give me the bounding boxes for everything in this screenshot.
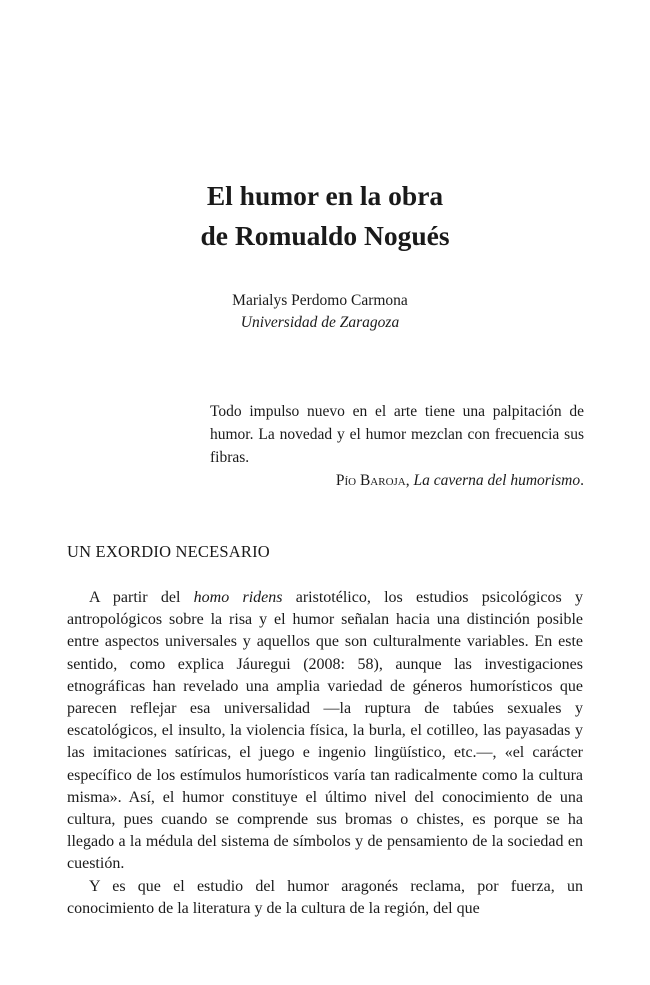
paragraph (67, 876, 583, 920)
article-title (0, 176, 650, 256)
paragraph-1-text: aristotélico, los estudios psicológicos y antropológicos sobre la risa y el humor señalan hacia una distinción posible entre aspectos universales y aquellos que son culturalmente variables. En este sentido, como explica Jáuregui (2008: 58), aunque las investigaciones etnográficas han revelado una amplia variedad de géneros humorísticos que parecen reflejar esa universalidad —la ruptura de tabúes sexuales y escatológicos, el insulto, la violencia física, la burla, el cotilleo, las payasadas y las imitaciones satíricas, el juego e ingenio lingüístico, etc.—, «el carácter específico de los estímulos humorísticos varía tan radicalmente como la cultura misma». Así, el humor constituye el último nivel del conocimiento de una cultura, pues cuando se comprende sus bromas o chistes, es porque se ha llegado a la médula del sistema de símbolos y de pensamiento de la sociedad en cuestión. (67, 589, 583, 873)
author-name: Marialys Perdomo Carmona (232, 292, 408, 309)
epigraph-text: Todo impulso nuevo en el arte tiene una palpitación de humor. La novedad y el humor mezclan con frecuencia sus fibras. (210, 403, 584, 466)
title-line-1: El humor en la obra (206, 180, 444, 211)
paragraph (67, 587, 583, 876)
paragraph-2-text: Y es que el estudio del humor aragonés reclama, por fuerza, un conocimiento de la literatura y de la cultura de la región, del que (67, 877, 583, 917)
author-block (0, 290, 640, 334)
paragraph-1-lead: A partir del (89, 589, 194, 606)
section-heading: UN EXORDIO NECESARIO (67, 542, 270, 561)
epigraph-source: Pío Baroja, La caverna del humorismo. (335, 472, 584, 489)
latin-term: homo ridens (193, 589, 283, 606)
article-body (67, 587, 583, 920)
title-line-2: de Romualdo Nogués (200, 220, 450, 251)
epigraph-work: La caverna del humorismo (413, 472, 581, 489)
author-affiliation: Universidad de Zaragoza (240, 314, 400, 331)
epigraph (210, 400, 584, 492)
epigraph-author: Pío Baroja (335, 472, 406, 489)
